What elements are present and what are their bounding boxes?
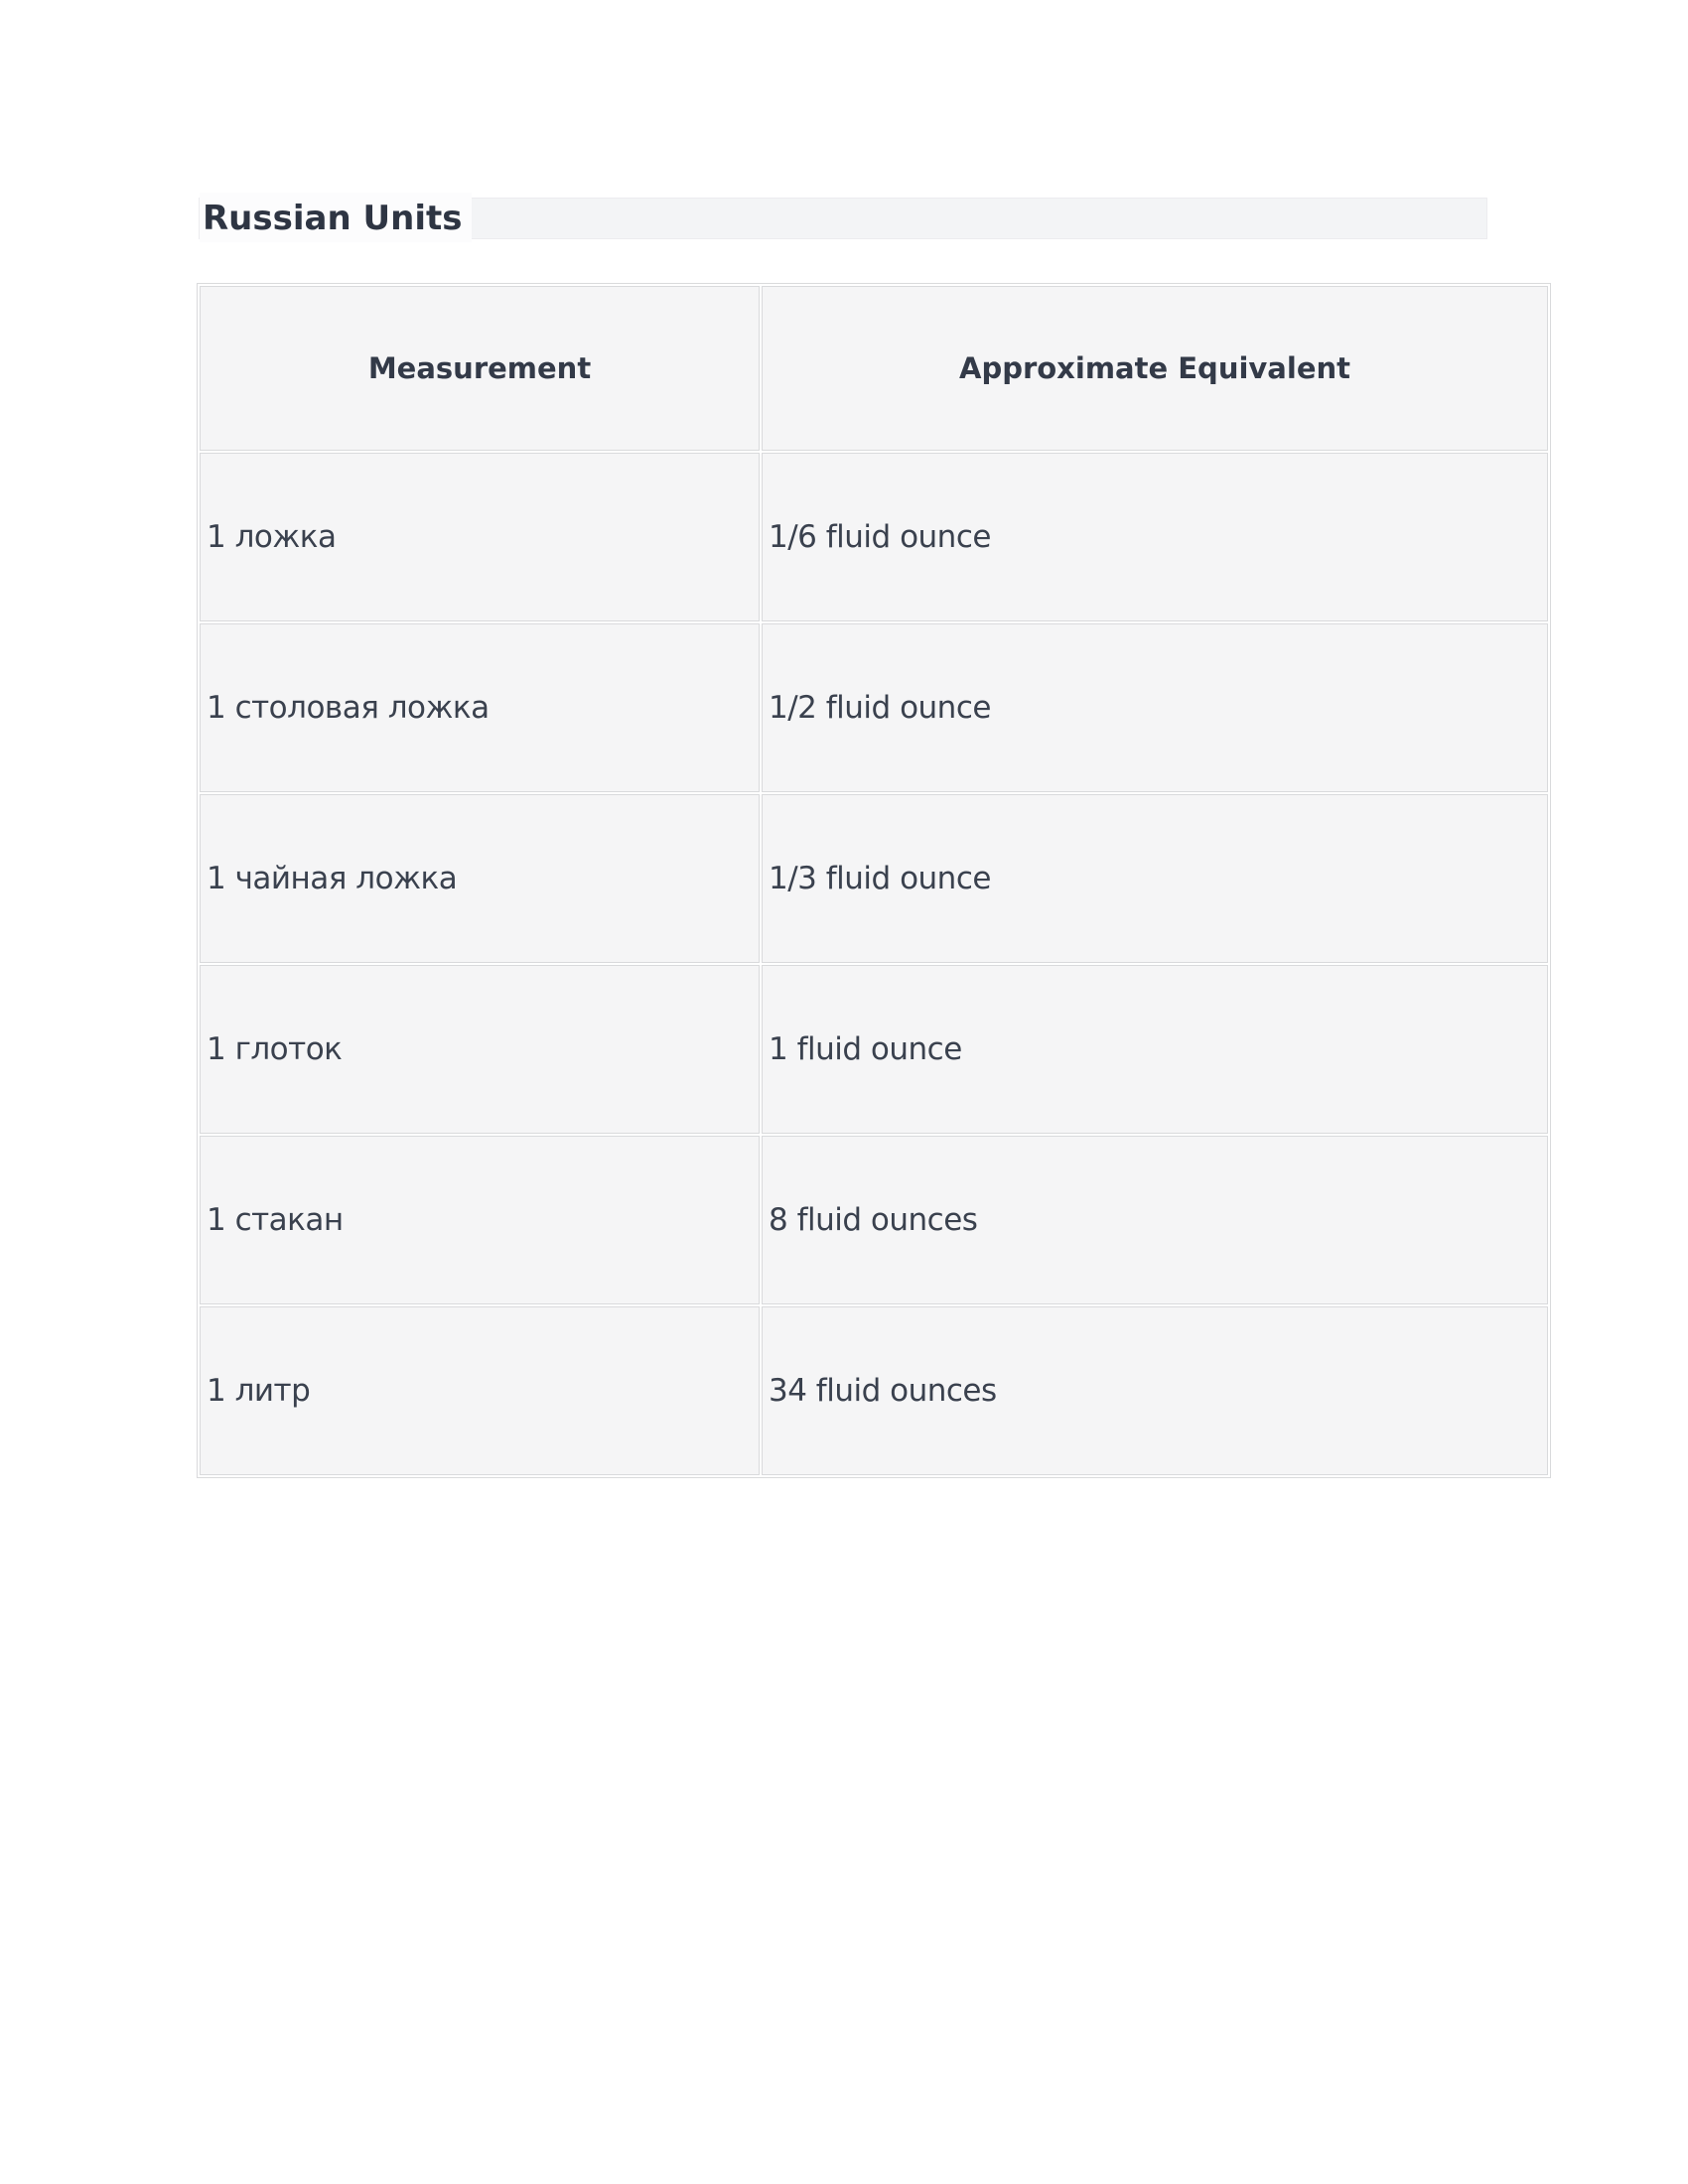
equivalent-cell: 1/3 fluid ounce: [762, 794, 1548, 963]
measurement-cell: 1 глоток: [200, 965, 760, 1134]
equivalent-cell: 34 fluid ounces: [762, 1306, 1548, 1475]
measurement-cell: 1 столовая ложка: [200, 623, 760, 792]
measurement-cell: 1 ложка: [200, 453, 760, 621]
table-row: [200, 623, 1548, 792]
page-title: Russian Units: [200, 193, 472, 242]
equivalent-cell: 1/2 fluid ounce: [762, 623, 1548, 792]
measurement-cell: 1 литр: [200, 1306, 760, 1475]
page-title-band: [199, 198, 1487, 239]
measurement-cell: 1 стакан: [200, 1136, 760, 1304]
equivalent-cell: 1 fluid ounce: [762, 965, 1548, 1134]
table-row: [200, 965, 1548, 1134]
column-header-approximate-equivalent: Approximate Equivalent: [762, 286, 1548, 451]
equivalent-cell: 1/6 fluid ounce: [762, 453, 1548, 621]
table-header-row: [200, 286, 1548, 451]
table-row: [200, 453, 1548, 621]
measurement-cell: 1 чайная ложка: [200, 794, 760, 963]
table-row: [200, 1136, 1548, 1304]
table-row: [200, 794, 1548, 963]
column-header-measurement: Measurement: [200, 286, 760, 451]
equivalent-cell: 8 fluid ounces: [762, 1136, 1548, 1304]
table-row: [200, 1306, 1548, 1475]
units-table: [197, 283, 1551, 1478]
